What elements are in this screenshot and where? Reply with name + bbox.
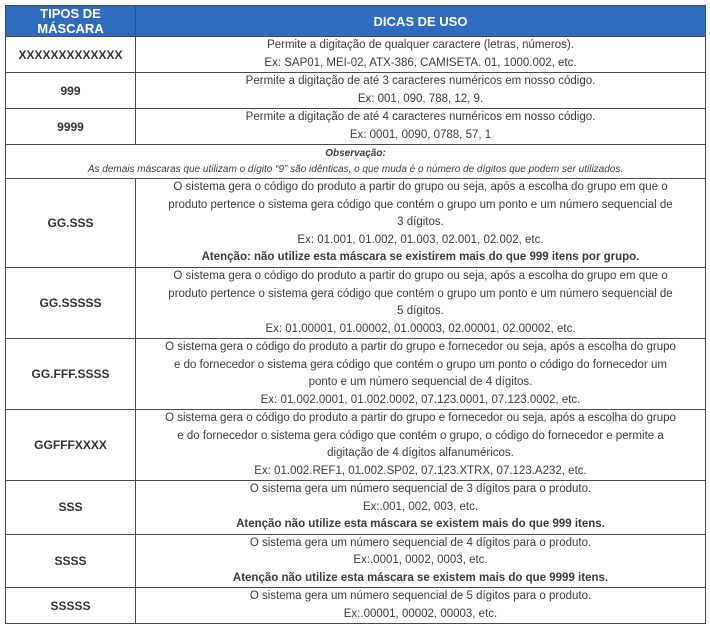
description-line: Ex: SAP01, MEI-02, ATX-386, CAMISETA. 01, 1000.002, etc.: [264, 56, 577, 69]
mask-type: 9999: [6, 109, 136, 145]
description-line: O sistema gera um número sequencial de 4 dígitos para o produto.: [249, 536, 592, 549]
mask-type: 999: [6, 73, 136, 109]
mask-description: [136, 410, 706, 481]
description-line: ponto e um número sequencial de 4 dígitos.: [308, 376, 533, 388]
mask-description: [136, 339, 706, 410]
mask-type: GGFFFXXXX: [6, 410, 136, 481]
mask-description: [136, 179, 706, 268]
description-line: Ex: 01.00001, 01.00002, 01.00003, 02.00001, 02.00002, etc.: [265, 322, 576, 335]
table-row: [6, 109, 706, 145]
description-line: Ex: 0001, 0090, 0788, 57, 1: [349, 128, 492, 141]
observation-note: [6, 145, 706, 179]
header-mask-types: TIPOS DE MÁSCARA: [6, 6, 136, 37]
description-line: Permite a digitação de até 4 caracteres numéricos em nosso código.: [245, 111, 596, 123]
observation-text: As demais máscaras que utilizam o dígito “9” são idênticas, o que muda é o número de dígitos que podem ser utilizados.: [87, 163, 624, 175]
description-line: Ex:.001, 002, 003, etc.: [362, 500, 479, 513]
description-line: Ex: 01.001, 01.002, 01.003, 02.001, 02.002, etc.: [297, 233, 544, 246]
description-line: Ex: 01.002.REF1, 01.002.SP02, 07.123.XTRX, 07.123.A232, etc.: [254, 464, 587, 477]
table-row: [6, 179, 706, 268]
mask-type: SSSS: [6, 534, 136, 588]
description-line: Permite a digitação de qualquer caractere (letras, números).: [267, 39, 574, 51]
table-row: [6, 268, 706, 339]
mask-description: [136, 109, 706, 145]
description-line: digitação de 4 dígitos alfanuméricos.: [327, 447, 514, 459]
warning-text: Atenção: não utilize esta máscara se existirem mais do que 999 itens por grupo.: [201, 251, 640, 264]
table-row: [6, 481, 706, 535]
mask-table-container: [5, 5, 705, 624]
description-line: O sistema gera o código do produto a partir do grupo e fornecedor ou seja, após a escolha do grupo: [165, 341, 676, 353]
table-row: [6, 73, 706, 109]
mask-type: GG.SSSSS: [6, 268, 136, 339]
description-line: O sistema gera o código do produto a partir do grupo ou seja, após a escolha do grupo em que o: [173, 270, 668, 282]
description-line: Ex:.00001, 00002, 00003, etc.: [343, 607, 498, 620]
mask-table: [5, 5, 706, 624]
description-line: Ex: 01.002.0001, 01.002.0002, 07.123.0001, 07.123.0002, etc.: [260, 393, 581, 406]
table-row: [6, 588, 706, 624]
description-line: 5 dígitos.: [397, 305, 444, 317]
table-row: [6, 339, 706, 410]
observation-title: Observação:: [325, 147, 386, 159]
description-line: 3 dígitos.: [397, 216, 444, 229]
header-usage-tips: DICAS DE USO: [136, 6, 706, 37]
description-line: Ex:.0001, 0002, 0003, etc.: [353, 554, 488, 566]
mask-type: SSS: [6, 481, 136, 535]
mask-type: SSSSS: [6, 588, 136, 624]
table-row: [6, 410, 706, 481]
warning-text: Atenção não utilize esta máscara se existem mais do que 999 itens.: [236, 518, 605, 530]
mask-description: [136, 37, 706, 73]
description-line: e do fornecedor o sistema gera código que contém o grupo um ponto o código do fornecedor um: [174, 358, 667, 371]
header-row: [6, 6, 706, 37]
description-line: produto pertence o sistema gera código que contém o grupo um ponto e um número sequencial de: [168, 287, 673, 300]
mask-description: [136, 73, 706, 109]
description-line: Permite a digitação de até 3 caracteres numéricos em nosso código.: [245, 75, 596, 87]
description-line: O sistema gera o código do produto a partir do grupo ou seja, após a escolha do grupo em que o: [173, 181, 668, 194]
description-line: produto pertence o sistema gera código que contém o grupo um ponto e um número sequencial de: [168, 198, 673, 211]
description-line: O sistema gera um número sequencial de 3 dígitos para o produto.: [249, 483, 592, 495]
description-line: e do fornecedor o sistema gera código que contém o grupo, o código do fornecedor e permite a: [177, 429, 664, 442]
observation-row: [6, 145, 706, 179]
description-line: Ex: 001, 090, 788, 12, 9.: [357, 92, 484, 105]
mask-description: [136, 268, 706, 339]
table-row: [6, 37, 706, 73]
table-row: [6, 534, 706, 588]
mask-type: GG.SSS: [6, 179, 136, 268]
mask-type: GG.FFF.SSSS: [6, 339, 136, 410]
description-line: O sistema gera um número sequencial de 5 dígitos para o produto.: [249, 590, 592, 602]
description-line: O sistema gera o código do produto a partir do grupo e fornecedor ou seja, após a escolha do grupo: [165, 412, 676, 424]
mask-description: [136, 481, 706, 535]
warning-text: Atenção não utilize esta máscara se existem mais do que 9999 itens.: [232, 571, 609, 584]
mask-description: [136, 534, 706, 588]
mask-type: XXXXXXXXXXXXX: [6, 37, 136, 73]
mask-description: [136, 588, 706, 624]
